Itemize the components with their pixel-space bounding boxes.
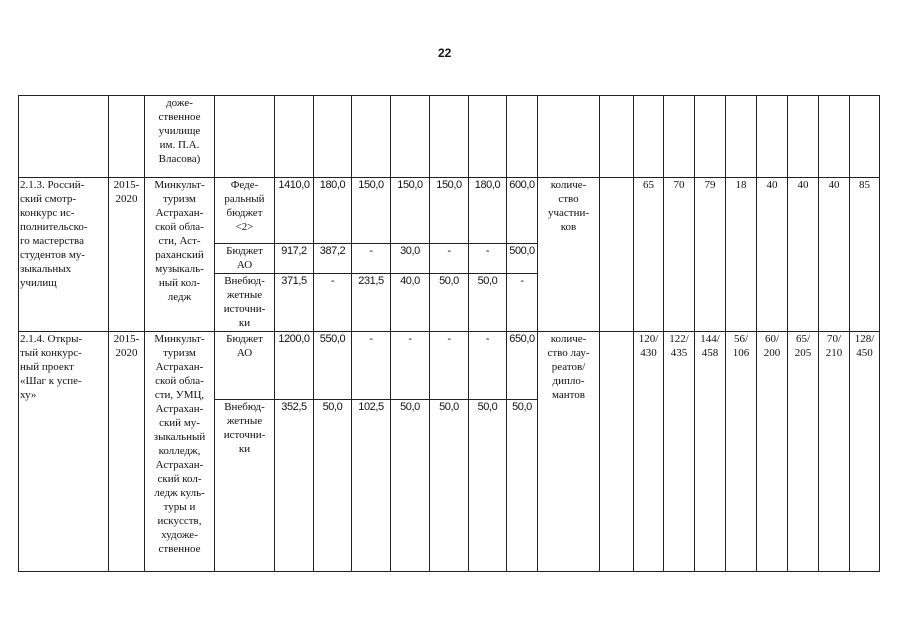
indicator-value: 40 xyxy=(788,178,819,332)
amount-cell: 150,0 xyxy=(391,178,430,244)
amount-cell: 500,0 xyxy=(507,244,538,274)
amount-cell: - xyxy=(469,332,507,400)
executor: Минкульт- туризм Астрахан- ской обла- сти, Аст- раханский музыкаль- ный кол- ледж xyxy=(145,178,215,332)
indicator-value: 120/ 430 xyxy=(634,332,664,572)
amount-cell: 102,5 xyxy=(352,400,391,572)
amount-cell: - xyxy=(430,332,469,400)
funding-source: Феде- ральный бюджет <2> xyxy=(215,178,275,244)
amount-cell: 50,0 xyxy=(507,400,538,572)
indicator-value: 85 xyxy=(850,178,880,332)
program-name: 2.1.4. Откры- тый конкурс- ный проект «Шаг к успе- ху» xyxy=(19,332,109,572)
amount-cell: 352,5 xyxy=(275,400,314,572)
indicator-value: 65/ 205 xyxy=(788,332,819,572)
indicator-name: количе- ство участни- ков xyxy=(538,178,600,332)
amount-cell: 50,0 xyxy=(469,274,507,332)
indicator-value: 122/ 435 xyxy=(664,332,695,572)
amount-cell: 180,0 xyxy=(469,178,507,244)
amount-cell: - xyxy=(352,332,391,400)
amount-cell: - xyxy=(507,274,538,332)
program-table xyxy=(18,95,880,572)
amount-cell: 917,2 xyxy=(275,244,314,274)
amount-cell: 600,0 xyxy=(507,178,538,244)
amount-cell: - xyxy=(430,244,469,274)
page-number: 22 xyxy=(438,46,452,60)
indicator-value: 40 xyxy=(819,178,850,332)
amount-cell: 150,0 xyxy=(352,178,391,244)
continuation-row xyxy=(19,96,880,178)
indicator-value: 18 xyxy=(726,178,757,332)
indicator-value: 70/ 210 xyxy=(819,332,850,572)
executor-continuation xyxy=(145,96,215,178)
amount-cell: - xyxy=(391,332,430,400)
indicator-value: 40 xyxy=(757,178,788,332)
program-name: 2.1.3. Россий- ский смотр- конкурс ис- полнительско- го мастерства студентов му- зыкальных училищ xyxy=(19,178,109,332)
indicator-name: количе- ство лау- реатов/ дипло- мантов xyxy=(538,332,600,572)
program-row-2-1-3 xyxy=(19,178,880,244)
indicator-value: 144/ 458 xyxy=(695,332,726,572)
indicator-value: 70 xyxy=(664,178,695,332)
funding-source: Бюджет АО xyxy=(215,244,275,274)
program-row-2-1-4 xyxy=(19,332,880,400)
empty-cell xyxy=(19,96,109,178)
amount-cell: 50,0 xyxy=(391,400,430,572)
amount-cell: - xyxy=(314,274,352,332)
indicator-value: 65 xyxy=(634,178,664,332)
funding-source: Внебюд- жетные источни- ки xyxy=(215,274,275,332)
amount-cell: 550,0 xyxy=(314,332,352,400)
period: 2015- 2020 xyxy=(109,178,145,332)
executor: Минкульт- туризм Астрахан- ской обла- сти, УМЦ, Астрахан- ский му- зыкальный колледж, Астрахан- ский кол- ледж куль- туры и искусств, художе- ственное xyxy=(145,332,215,572)
amount-cell: 40,0 xyxy=(391,274,430,332)
amount-cell: 50,0 xyxy=(314,400,352,572)
amount-cell: 387,2 xyxy=(314,244,352,274)
amount-cell: 231,5 xyxy=(352,274,391,332)
empty-cell xyxy=(600,178,634,332)
amount-cell: 30,0 xyxy=(391,244,430,274)
empty-cell xyxy=(215,96,275,178)
period: 2015- 2020 xyxy=(109,332,145,572)
amount-cell: 180,0 xyxy=(314,178,352,244)
indicator-value: 79 xyxy=(695,178,726,332)
executor-continuation-text: доже- ственное училище им. П.А. Власова) xyxy=(158,97,201,165)
amount-cell: 50,0 xyxy=(430,274,469,332)
amount-cell: 650,0 xyxy=(507,332,538,400)
amount-cell: - xyxy=(352,244,391,274)
amount-cell: 50,0 xyxy=(430,400,469,572)
empty-cell xyxy=(109,96,145,178)
indicator-value: 60/ 200 xyxy=(757,332,788,572)
amount-cell: 371,5 xyxy=(275,274,314,332)
indicator-value: 56/ 106 xyxy=(726,332,757,572)
amount-cell: 1200,0 xyxy=(275,332,314,400)
amount-cell: - xyxy=(469,244,507,274)
empty-cell xyxy=(600,332,634,572)
amount-cell: 150,0 xyxy=(430,178,469,244)
amount-cell: 50,0 xyxy=(469,400,507,572)
indicator-value: 128/ 450 xyxy=(850,332,880,572)
amount-cell: 1410,0 xyxy=(275,178,314,244)
funding-source: Внебюд- жетные источни- ки xyxy=(215,400,275,572)
funding-source: Бюджет АО xyxy=(215,332,275,400)
